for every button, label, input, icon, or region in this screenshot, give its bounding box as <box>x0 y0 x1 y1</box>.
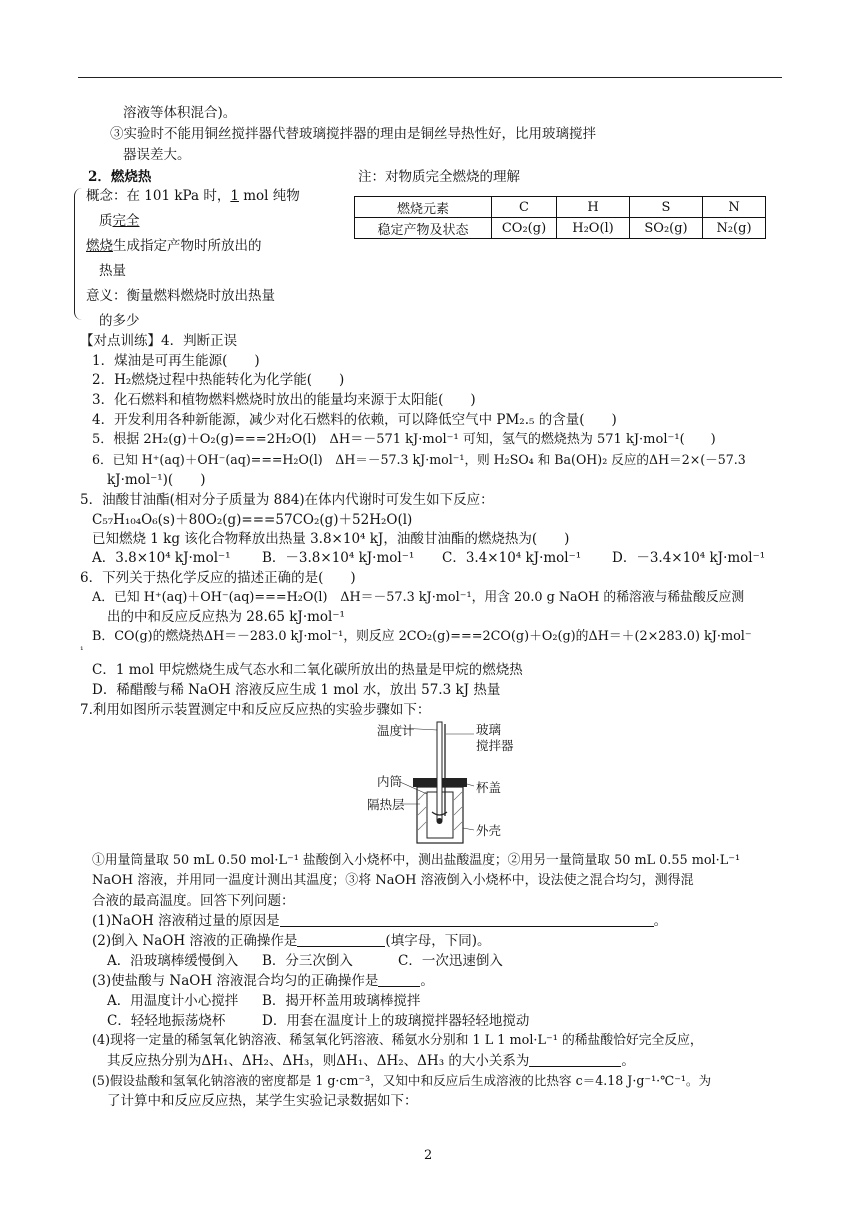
option: A．沿玻璃棒缓慢倒入 <box>107 953 239 969</box>
question-stem: 5．油酸甘油酯(相对分子质量为 884)在体内代谢时可发生如下反应： <box>80 492 494 508</box>
option: B．－3.8×10⁴ kJ·mol⁻¹ <box>262 550 415 566</box>
subquestion: 其反应热分别为ΔH₁、ΔH₂、ΔH₃，则ΔH₁、ΔH₂、ΔH₃ 的大小关系为 。 <box>107 1053 635 1069</box>
brace-icon <box>74 188 85 320</box>
option: C．3.4×10⁴ kJ·mol⁻¹ <box>442 550 582 566</box>
option: C．一次迅速倒入 <box>398 953 503 969</box>
option: B．分三次倒入 <box>262 953 353 969</box>
section-heading: 2．燃烧热 <box>88 169 152 185</box>
subquestion: (4)现将一定量的稀氢氧化钠溶液、稀氢氧化钙溶液、稀氨水分别和 1 L 1 mol·L⁻¹ 的稀盐酸恰好完全反应， <box>92 1033 703 1048</box>
table-cell: C <box>492 197 557 218</box>
option: B．揭开杯盖用玻璃棒搅拌 <box>262 993 421 1009</box>
table-cell: 燃烧元素 <box>355 197 492 218</box>
option: A．用温度计小心搅拌 <box>107 993 239 1009</box>
option: D．用套在温度计上的玻璃搅拌器轻轻地搅动 <box>262 1013 530 1029</box>
label-shell: 外壳 <box>476 823 502 838</box>
label-stirrer: 玻璃 <box>476 722 502 737</box>
practice-item: 5．根据 2H₂(g)＋O₂(g)===2H₂O(l) ΔH＝－571 kJ·mol⁻¹ 可知，氢气的燃烧热为 571 kJ·mol⁻¹( ) <box>92 432 716 447</box>
meaning-line: 的多少 <box>99 313 140 329</box>
table-cell: S <box>630 197 703 218</box>
practice-item: kJ·mol⁻¹)( ) <box>107 472 206 488</box>
definition-line: 概念：在 101 kPa 时，1 mol 纯物 <box>86 188 300 204</box>
table-cell: N <box>703 197 766 218</box>
option: C．轻轻地振荡烧杯 <box>107 1013 226 1029</box>
label-insulation: 隔热层 <box>367 797 405 812</box>
question-line: 已知燃烧 1 kg 该化合物释放出热量 3.8×10⁴ kJ，油酸甘油酯的燃烧热为( ) <box>92 531 570 547</box>
answer-blank <box>529 1052 621 1067</box>
table-row <box>355 218 766 239</box>
note-title: 注：对物质完全燃烧的理解 <box>358 169 520 185</box>
procedure-line: NaOH 溶液，并用同一温度计测出其温度；③将 NaOH 溶液倒入小烧杯中，设法使之混合均匀，测得混 <box>92 873 694 888</box>
subquestion: (5)假设盐酸和氢氧化钠溶液的密度都是 1 g·cm⁻³，又知中和反应后生成溶液的比热容 c＝4.18 J·g⁻¹·℃⁻¹。为 <box>92 1073 712 1088</box>
option: B．CO(g)的燃烧热ΔH＝－283.0 kJ·mol⁻¹，则反应 2CO₂(g)===2CO(g)＋O₂(g)的ΔH＝＋(2×283.0) kJ·mol⁻ <box>92 629 752 644</box>
definition-line: 热量 <box>99 263 126 279</box>
option: A．已知 H⁺(aq)＋OH⁻(aq)===H₂O(l) ΔH＝－57.3 kJ·mol⁻¹，用含 20.0 g NaOH 的稀溶液与稀盐酸反应测 <box>92 590 745 605</box>
option: ¹ <box>80 646 84 656</box>
label-inner-cup: 内筒 <box>377 774 403 789</box>
subquestion: (2)倒入 NaOH 溶液的正确操作是 (填字母，下同)。 <box>92 933 491 949</box>
practice-heading: 【对点训练】4．判断正误 <box>80 333 238 349</box>
table-row <box>355 197 766 218</box>
practice-item: 2．H₂燃烧过程中热能转化为化学能( ) <box>92 372 345 388</box>
procedure-line: 合液的最高温度。回答下列问题： <box>92 893 295 909</box>
label-stirrer: 搅拌器 <box>476 738 514 753</box>
definition-line: 燃烧生成指定产物时所放出的 <box>86 238 262 254</box>
text-line: 溶液等体积混合)。 <box>123 105 237 121</box>
option: 出的中和反应反应热为 28.65 kJ·mol⁻¹ <box>107 609 345 625</box>
subquestion: (1)NaOH 溶液稍过量的原因是 。 <box>92 913 668 929</box>
meaning-line: 意义：衡量燃料燃烧时放出热量 <box>86 288 275 304</box>
text-line: ③实验时不能用铜丝搅拌器代替玻璃搅拌器的理由是铜丝导热性好，比用玻璃搅拌 <box>110 126 596 142</box>
answer-blank <box>297 932 385 947</box>
label-lid: 杯盖 <box>476 780 502 795</box>
question-stem: 7.利用如图所示装置测定中和反应反应热的实验步骤如下： <box>80 702 431 718</box>
practice-item: 4．开发利用各种新能源，减少对化石燃料的依赖，可以降低空气中 PM₂.₅ 的含量( ) <box>92 412 617 428</box>
practice-item: 1．煤油是可再生能源( ) <box>92 353 260 369</box>
subquestion: (3)使盐酸与 NaOH 溶液混合均匀的正确操作是 。 <box>92 973 434 989</box>
table-cell: 稳定产物及状态 <box>355 218 492 239</box>
header-rule <box>78 77 782 78</box>
table-cell: H₂O(l) <box>557 218 630 239</box>
option: C．1 mol 甲烷燃烧生成气态水和二氧化碳所放出的热量是甲烷的燃烧热 <box>92 662 523 678</box>
equation: C₅₇H₁₀₄O₆(s)＋80O₂(g)===57CO₂(g)＋52H₂O(l) <box>92 512 413 528</box>
option: D．－3.4×10⁴ kJ·mol⁻¹ <box>612 550 766 566</box>
option: D．稀醋酸与稀 NaOH 溶液反应生成 1 mol 水，放出 57.3 kJ 热量 <box>92 682 501 698</box>
table-cell: N₂(g) <box>703 218 766 239</box>
definition-line: 质完全 <box>99 213 140 229</box>
option: A．3.8×10⁴ kJ·mol⁻¹ <box>92 550 231 566</box>
question-stem: 6．下列关于热化学反应的描述正确的是( ) <box>80 570 356 586</box>
page-number: 2 <box>424 1148 433 1163</box>
answer-blank <box>378 972 420 987</box>
practice-item: 3．化石燃料和植物燃料燃烧时放出的能量均来源于太阳能( ) <box>92 392 476 408</box>
label-thermometer: 温度计 <box>377 723 415 738</box>
table-cell: H <box>557 197 630 218</box>
practice-item: 6．已知 H⁺(aq)＋OH⁻(aq)===H₂O(l) ΔH＝－57.3 kJ·mol⁻¹，则 H₂SO₄ 和 Ba(OH)₂ 反应的ΔH＝2×(－57.3 <box>92 452 746 467</box>
subquestion: 了计算中和反应反应热，某学生实验记录数据如下： <box>107 1093 418 1109</box>
combustion-table <box>354 196 766 239</box>
table-cell: CO₂(g) <box>492 218 557 239</box>
answer-blank <box>280 912 654 927</box>
text-line: 器误差大。 <box>123 147 191 163</box>
procedure-line: ①用量筒量取 50 mL 0.50 mol·L⁻¹ 盐酸倒入小烧杯中，测出盐酸温度；②用另一量筒量取 50 mL 0.55 mol·L⁻¹ <box>92 853 741 868</box>
table-cell: SO₂(g) <box>630 218 703 239</box>
